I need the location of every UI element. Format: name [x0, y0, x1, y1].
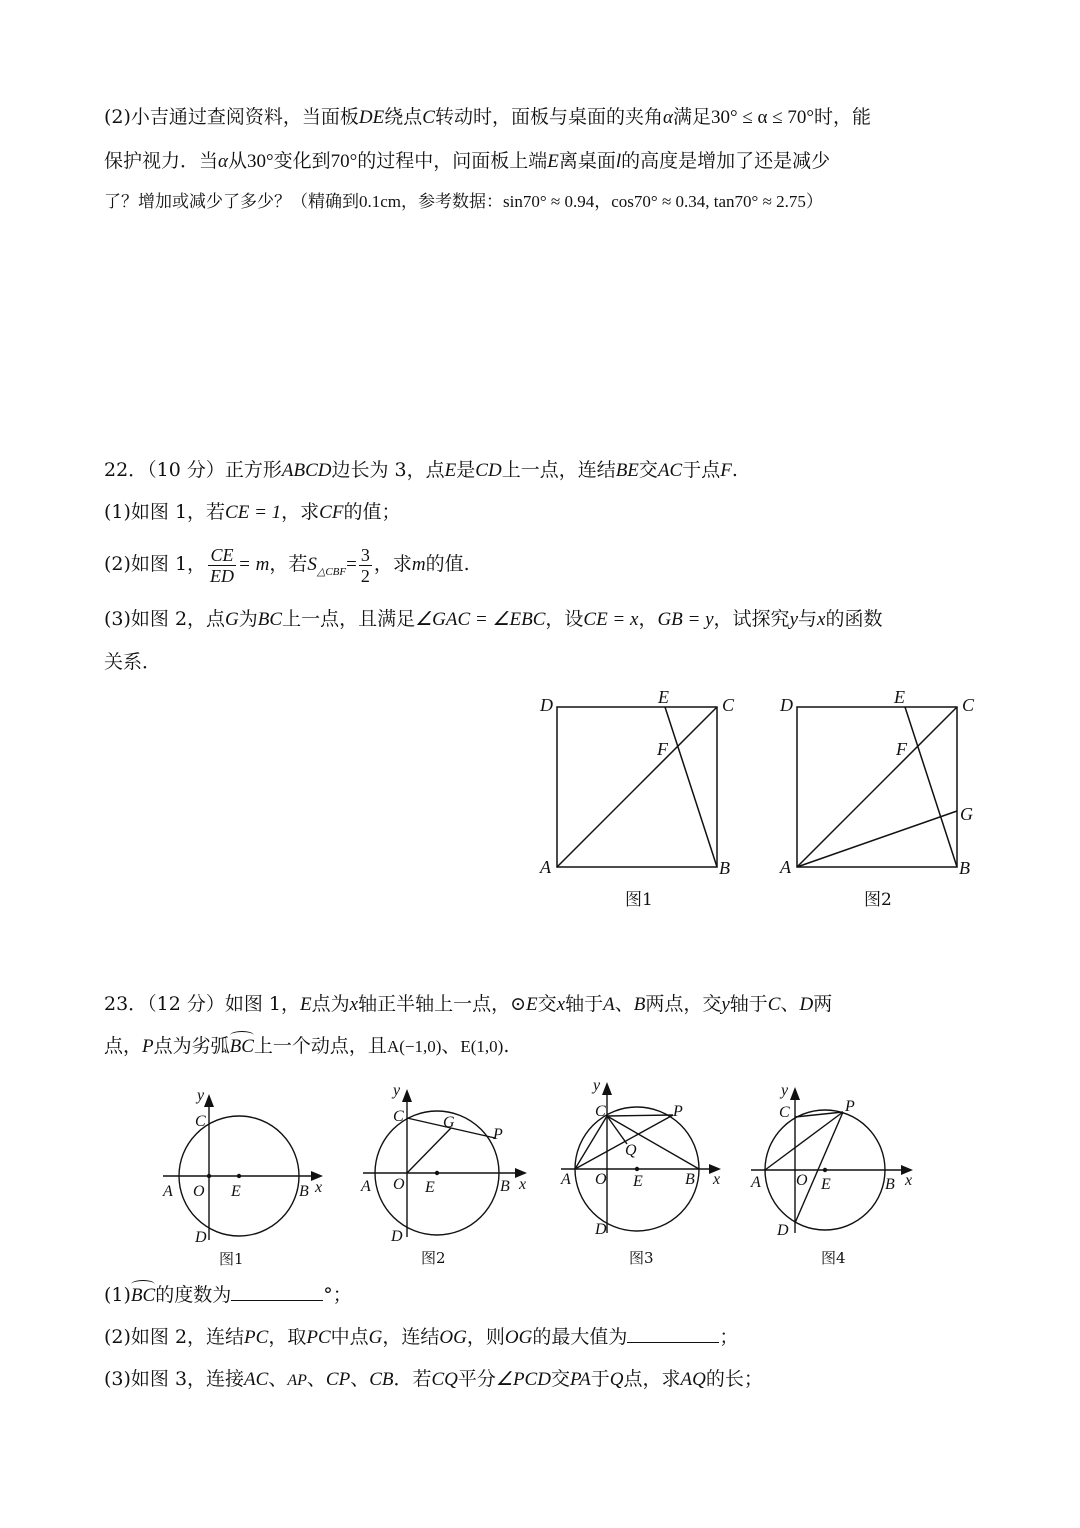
- segment-ap: [765, 1112, 843, 1170]
- y-axis-arrow: [790, 1087, 800, 1100]
- answer-blank-2[interactable]: [627, 1324, 719, 1343]
- segment-be: [905, 707, 957, 867]
- fig4-caption: 图4: [821, 1249, 846, 1267]
- label-g: G: [443, 1114, 455, 1131]
- q22-title: 22．（10 分）正方形ABCD边长为 3，点E是CD上一点，连结BE交AC于点F.: [104, 459, 738, 481]
- label-g: G: [960, 804, 973, 824]
- q21-part2-line3: 了？增加或减少了多少？（精确到0.1cm，参考数据：sin70° ≈ 0.94，cos70° ≈ 0.34, tan70° ≈ 2.75）: [104, 192, 823, 212]
- label-x: x: [519, 1176, 527, 1193]
- diagonal-ac: [557, 707, 717, 867]
- label-a: A: [780, 857, 791, 877]
- point-e: [435, 1171, 439, 1175]
- label-b: B: [500, 1178, 510, 1195]
- label-y: y: [781, 1082, 789, 1099]
- label-f: F: [657, 739, 668, 759]
- q23-part1: (1)BC的度数为 °；: [104, 1281, 352, 1310]
- label-d: D: [780, 695, 793, 715]
- q23-title-line1: 23．（12 分）如图 1，E点为x轴正半轴上一点，⊙E交x轴于A、B两点，交y轴于C、D两: [104, 993, 833, 1015]
- label-q: Q: [625, 1142, 637, 1159]
- label-b: B: [685, 1171, 695, 1188]
- label-e: E: [231, 1183, 241, 1200]
- point-e: [635, 1167, 639, 1171]
- label-x: x: [713, 1171, 721, 1188]
- q21-part2-line1: (2)小吉通过查阅资料，当面板DE绕点C转动时，面板与桌面的夹角α满足30° ≤ α ≤ 70°时，能: [104, 106, 871, 128]
- label-p: P: [845, 1098, 855, 1115]
- label-d: D: [391, 1228, 403, 1245]
- label-c: C: [722, 695, 735, 715]
- diagonal-ac: [797, 707, 957, 867]
- segment-cb: [607, 1116, 699, 1169]
- label-c: C: [595, 1103, 606, 1120]
- segment-be: [665, 707, 717, 867]
- q23-part2: (2)如图 2，连结PC，取PC中点G，连结OG，则OG的最大值为 ；: [104, 1326, 739, 1348]
- label-a: A: [561, 1171, 571, 1188]
- label-x: x: [905, 1172, 913, 1189]
- q23-part3: (3)如图 3，连接AC、AP、CP、CB．若CQ平分∠PCD交PA于Q点，求AQ的长；: [104, 1368, 763, 1390]
- label-p: P: [493, 1126, 503, 1143]
- label-a: A: [540, 857, 551, 877]
- segment-dp: [795, 1112, 843, 1223]
- label-d: D: [540, 695, 553, 715]
- label-c: C: [779, 1104, 790, 1121]
- fig1-caption: 图1: [625, 890, 653, 910]
- y-axis-arrow: [204, 1094, 214, 1107]
- label-e: E: [425, 1179, 435, 1196]
- label-o: O: [393, 1176, 405, 1193]
- segment-og: [407, 1128, 451, 1173]
- point-e: [823, 1168, 827, 1172]
- q22-part3-line2: 关系．: [104, 651, 162, 673]
- label-d: D: [595, 1221, 607, 1238]
- point-e: [237, 1174, 241, 1178]
- label-o: O: [595, 1171, 607, 1188]
- q22-part2: (2)如图 1， $\frac{CE}{ED}$ = m，若$S_{\triangle CBF}=$ $\frac{3}{2}$ ，求m的值.: [104, 544, 470, 586]
- label-e: E: [894, 687, 905, 707]
- label-y: y: [197, 1087, 205, 1104]
- label-d: D: [777, 1222, 789, 1239]
- label-y: y: [593, 1077, 601, 1094]
- fig2-caption: 图2: [864, 890, 892, 910]
- label-a: A: [361, 1178, 371, 1195]
- point-o: [207, 1174, 211, 1178]
- label-a: A: [751, 1174, 761, 1191]
- q23-title-line2: 点，P点为劣弧BC上一个动点，且A(−1,0)、E(1,0).: [104, 1032, 509, 1061]
- answer-blank-1[interactable]: [231, 1282, 323, 1301]
- label-y: y: [393, 1082, 401, 1099]
- label-e: E: [821, 1176, 831, 1193]
- segment-ap: [575, 1115, 673, 1169]
- label-d: D: [195, 1229, 207, 1246]
- q23-figure-2: [355, 1075, 545, 1265]
- label-b: B: [299, 1183, 309, 1200]
- q23-figure-4: [745, 1075, 935, 1265]
- label-b: B: [959, 858, 970, 878]
- label-p: P: [673, 1103, 683, 1120]
- segment-cp: [607, 1115, 673, 1116]
- segment-ag: [797, 811, 957, 867]
- label-c: C: [195, 1113, 206, 1130]
- y-axis-arrow: [402, 1089, 412, 1102]
- q22-figure-1: [530, 685, 750, 915]
- q21-part2-line2: 保护视力．当α从30°变化到70°的过程中，问面板上端E离桌面l的高度是增加了还是减少: [104, 150, 831, 172]
- y-axis-arrow: [602, 1082, 612, 1095]
- label-e: E: [633, 1173, 643, 1190]
- label-a: A: [163, 1183, 173, 1200]
- label-c: C: [393, 1108, 404, 1125]
- q22-part3-line1: (3)如图 2，点G为BC上一点，且满足∠GAC = ∠EBC，设CE = x，GB = y，试探究y与x的函数: [104, 608, 883, 630]
- fig2-caption: 图2: [421, 1249, 446, 1267]
- label-b: B: [885, 1176, 895, 1193]
- fig3-caption: 图3: [629, 1249, 654, 1267]
- segment-ac: [575, 1116, 607, 1169]
- q22-figure-2: [770, 685, 990, 915]
- fig1-caption: 图1: [219, 1250, 244, 1268]
- label-f: F: [896, 739, 907, 759]
- label-x: x: [315, 1179, 323, 1196]
- q22-part1: (1)如图 1，若CE = 1，求CF的值；: [104, 501, 401, 523]
- label-o: O: [796, 1172, 808, 1189]
- label-b: B: [719, 858, 730, 878]
- q23-figure-3: [555, 1070, 745, 1265]
- label-o: O: [193, 1183, 205, 1200]
- q23-figure-1: [155, 1080, 345, 1270]
- segment-cq: [607, 1116, 627, 1144]
- label-e: E: [658, 687, 669, 707]
- label-c: C: [962, 695, 975, 715]
